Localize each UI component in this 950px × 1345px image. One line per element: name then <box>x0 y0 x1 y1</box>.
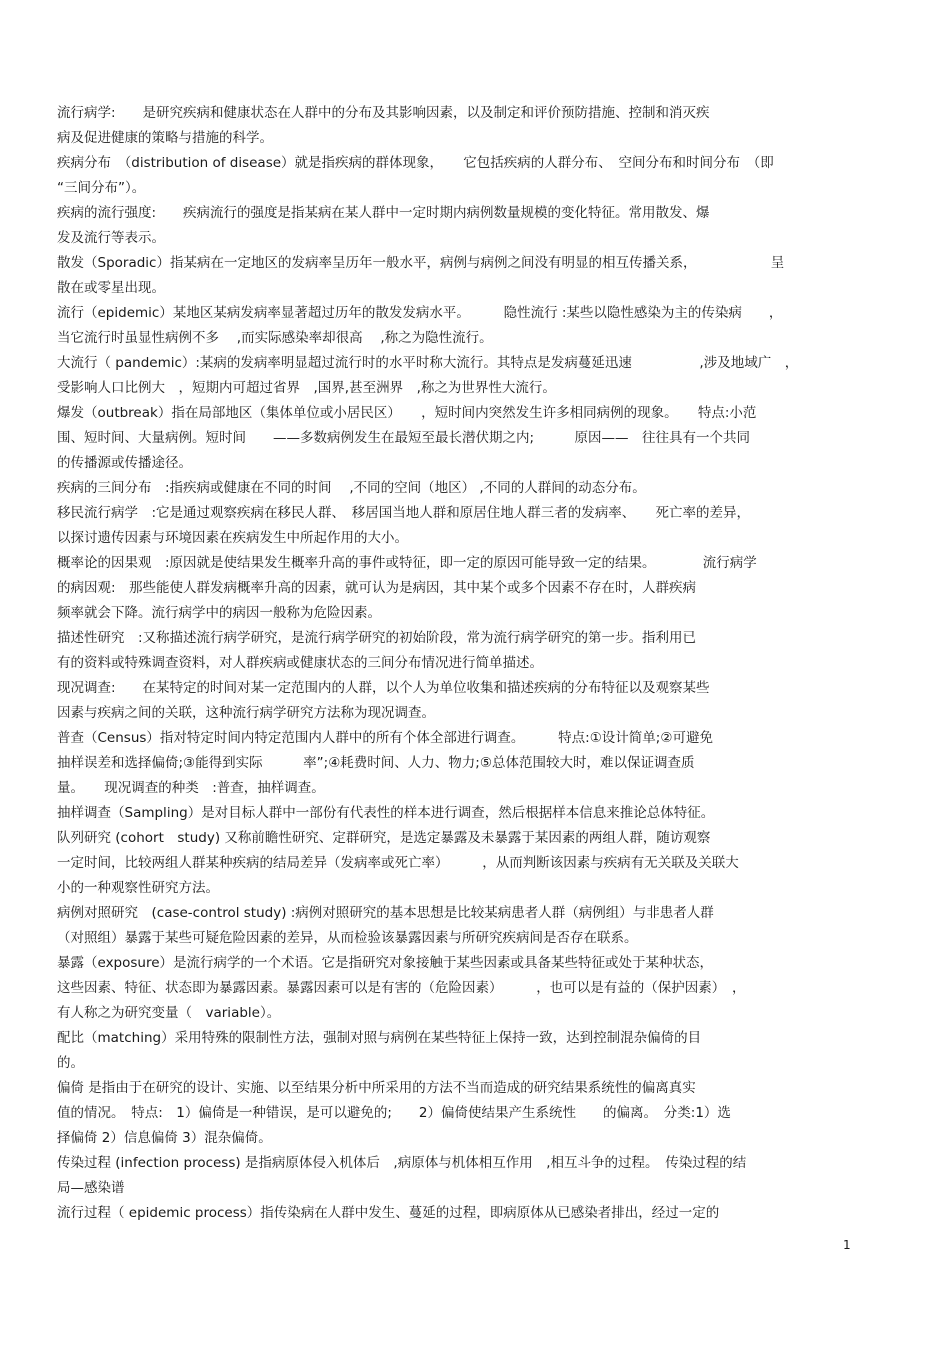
paragraph-descriptive-study <box>57 626 857 676</box>
text-line: 普查（Census）指对特定时间内特定范围内人群中的所有个体全部进行调查。 特点:①设计简单;②可避免 <box>57 730 713 746</box>
paragraph-probabilistic-causation <box>57 551 857 626</box>
paragraph-infection-process <box>57 1151 857 1201</box>
paragraph-pandemic <box>57 351 857 401</box>
text-line: 有的资料或特殊调查资料，对人群疾病或健康状态的三间分布情况进行简单描述。 <box>57 655 543 671</box>
paragraph-census <box>57 726 857 801</box>
text-line: 频率就会下降。流行病学中的病因一般称为危险因素。 <box>57 605 381 621</box>
paragraph-outbreak <box>57 401 857 476</box>
text-line: 围、短时间、大量病例。短时间 ——多数病例发生在最短至最长潜伏期之内; 原因—— 往往具有一个共同 <box>57 430 751 446</box>
text-line: 发及流行等表示。 <box>57 230 165 246</box>
text-line: 偏倚 是指由于在研究的设计、实施、以至结果分析中所采用的方法不当而造成的研究结果系统性的偏离真实 <box>57 1080 696 1096</box>
paragraph-matching <box>57 1026 857 1076</box>
text-line: 移民流行病学 :它是通过观察疾病在移民人群、 移居国当地人群和原居住地人群三者的发病率、 死亡率的差异， <box>57 505 751 521</box>
text-line: 散在或零星出现。 <box>57 280 165 296</box>
paragraph-epidemic-intensity <box>57 201 857 251</box>
text-line: 流行过程（ epidemic process）指传染病在人群中发生、蔓延的过程，即病原体从已感染者排出，经过一定的 <box>57 1205 720 1221</box>
paragraph-case-control-study <box>57 901 857 951</box>
page-number: 1 <box>843 1238 851 1252</box>
text-line: 暴露（exposure）是流行病学的一个术语。它是指研究对象接触于某些因素或具备某些特征或处于某种状态， <box>57 955 714 971</box>
text-line: 的病因观: 那些能使人群发病概率升高的因素，就可认为是病因，其中某个或多个因素不存在时，人群疾病 <box>57 580 697 596</box>
text-line: 小的一种观察性研究方法。 <box>57 880 219 896</box>
text-line: 传染过程 (infection process) 是指病原体侵入机体后 ,病原体与机体相互作用 ,相互斗争的过程。 传染过程的结 <box>57 1155 747 1171</box>
paragraph-exposure <box>57 951 857 1026</box>
text-line: 一定时间，比较两组人群某种疾病的结局差异（发病率或死亡率） ，从而判断该因素与疾病有无关联及关联大 <box>57 855 739 871</box>
text-line: 以探讨遗传因素与环境因素在疾病发生中所起作用的大小。 <box>57 530 408 546</box>
text-line: 描述性研究 :又称描述流行病学研究，是流行病学研究的初始阶段，常为流行病学研究的第一步。指利用已 <box>57 630 697 646</box>
text-line: 有人称之为研究变量（ variable）。 <box>57 1005 281 1021</box>
paragraph-bias <box>57 1076 857 1151</box>
text-line: 量。 现况调查的种类 :普查，抽样调查。 <box>57 780 325 796</box>
text-line: 抽样误差和选择偏倚;③能得到实际 率”;④耗费时间、人力、物力;⑤总体范围较大时，难以保证调查质 <box>57 755 695 771</box>
text-line: 病例对照研究 (case-control study) :病例对照研究的基本思想是比较某病患者人群（病例组）与非患者人群 <box>57 905 714 921</box>
text-line: 疾病的流行强度: 疾病流行的强度是指某病在某人群中一定时期内病例数量规模的变化特征。常用散发、爆 <box>57 205 710 221</box>
text-line: 队列研究 (cohort study) 又称前瞻性研究、定群研究，是选定暴露及未暴露于某因素的两组人群，随访观察 <box>57 830 711 846</box>
text-line: 配比（matching）采用特殊的限制性方法，强制对照与病例在某些特征上保持一致，达到控制混杂偏倚的目 <box>57 1030 702 1046</box>
text-line: 流行（epidemic）某地区某病发病率显著超过历年的散发发病水平。 隐性流行 :某些以隐性感染为主的传染病 ， <box>57 305 783 321</box>
paragraph-disease-distribution <box>57 151 857 201</box>
text-line: 散发（Sporadic）指某病在一定地区的发病率呈历年一般水平，病例与病例之间没有明显的相互传播关系， 呈 <box>57 255 785 271</box>
text-line: 现况调查: 在某特定的时间对某一定范围内的人群，以个人为单位收集和描述疾病的分布特征以及观察某些 <box>57 680 710 696</box>
text-line: 受影响人口比例大 ，短期内可超过省界 ,国界,甚至洲界 ,称之为世界性大流行。 <box>57 380 556 396</box>
text-line: 病及促进健康的策略与措施的科学。 <box>57 130 273 146</box>
text-line: 因素与疾病之间的关联，这种流行病学研究方法称为现况调查。 <box>57 705 435 721</box>
text-line: （对照组）暴露于某些可疑危险因素的差异，从而检验该暴露因素与所研究疾病间是否存在联系。 <box>57 930 638 946</box>
text-line: 择偏倚 2）信息偏倚 3）混杂偏倚。 <box>57 1130 272 1146</box>
paragraph-sampling <box>57 801 857 826</box>
text-line: 值的情况。 特点: 1）偏倚是一种错误，是可以避免的; 2）偏倚使结果产生系统性 的偏离。 分类:1）选 <box>57 1105 731 1121</box>
text-line: 抽样调查（Sampling）是对目标人群中一部份有代表性的样本进行调查，然后根据样本信息来推论总体特征。 <box>57 805 715 821</box>
text-line: 疾病的三间分布 :指疾病或健康在不同的时间 ,不同的空间（地区） ,不同的人群间的动态分布。 <box>57 480 646 496</box>
paragraph-epidemic <box>57 301 857 351</box>
text-line: “三间分布”）。 <box>57 180 146 196</box>
document-body <box>57 101 857 1226</box>
paragraph-epidemiology <box>57 101 857 151</box>
text-line: 概率论的因果观 :原因就是使结果发生概率升高的事件或特征，即一定的原因可能导致一定的结果。 流行病学 <box>57 555 757 571</box>
text-line: 这些因素、特征、状态即为暴露因素。暴露因素可以是有害的（危险因素） ，也可以是有益的（保护因素） ， <box>57 980 746 996</box>
text-line: 的传播源或传播途径。 <box>57 455 192 471</box>
text-line: 局—感染谱 <box>57 1180 125 1196</box>
text-line: 流行病学: 是研究疾病和健康状态在人群中的分布及其影响因素，以及制定和评价预防措施、控制和消灭疾 <box>57 105 710 121</box>
paragraph-cohort-study <box>57 826 857 901</box>
text-line: 疾病分布 （distribution of disease）就是指疾病的群体现象， 它包括疾病的人群分布、 空间分布和时间分布 （即 <box>57 155 774 171</box>
text-line: 爆发（outbreak）指在局部地区（集体单位或小居民区） ，短时间内突然发生许多相同病例的现象。 特点:小范 <box>57 405 757 421</box>
text-line: 大流行（ pandemic）:某病的发病率明显超过流行时的水平时称大流行。其特点是发病蔓延迅速 ,涉及地域广 ， <box>57 355 799 371</box>
paragraph-three-distributions <box>57 476 857 501</box>
paragraph-sporadic <box>57 251 857 301</box>
paragraph-epidemic-process <box>57 1201 857 1226</box>
text-line: 当它流行时虽显性病例不多 ,而实际感染率却很高 ,称之为隐性流行。 <box>57 330 493 346</box>
paragraph-migrant-epidemiology <box>57 501 857 551</box>
paragraph-cross-sectional-survey <box>57 676 857 726</box>
text-line: 的。 <box>57 1055 84 1071</box>
